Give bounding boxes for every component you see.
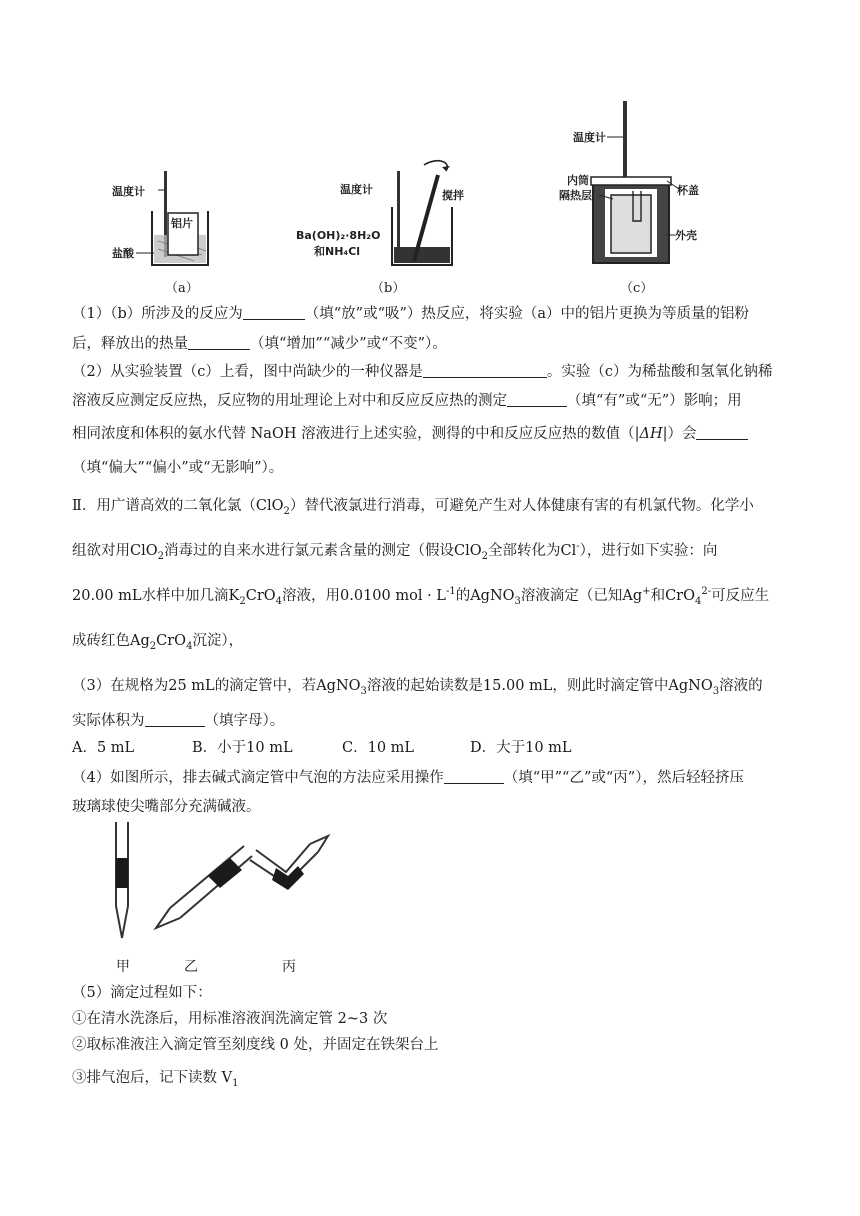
q5-text: ③排气泡后，记下读数 V <box>72 1070 233 1086</box>
q3-option-d[interactable]: D．大于10 mL <box>470 740 572 756</box>
figure-b-beaker-stirring <box>296 155 476 270</box>
q2-blank-3[interactable] <box>696 425 748 440</box>
q5-text: ①在清水洗涤后，用标准溶液润洗滴定管 2~3 次 <box>72 1011 388 1027</box>
subscript: 2 <box>283 505 290 517</box>
figure-c-label-inner: 内筒 <box>567 174 589 187</box>
q1-text: 后，释放出的热量 <box>72 336 188 352</box>
figure-b-label-reagent2: 和NH₄Cl <box>314 245 361 258</box>
q2-line2 <box>72 391 742 411</box>
q3-option-a[interactable]: A．5 mL <box>72 740 135 756</box>
k2cro4-formula: CrO <box>245 588 276 604</box>
q5-text: （5）滴定过程如下： <box>72 985 212 1001</box>
figure-b-caption: （b） <box>371 281 406 296</box>
q2-blank-2[interactable] <box>507 392 567 407</box>
subscript: 4 <box>694 595 702 607</box>
part2-text: 水样中加几滴 <box>141 588 229 604</box>
q3-text: （填字母）。 <box>204 713 285 729</box>
burette-bing <box>250 836 328 890</box>
q2-line4 <box>72 458 283 478</box>
sample-volume: 20.00 mL <box>72 588 142 604</box>
chromate-ion: CrO <box>665 588 695 604</box>
part2-text: 成砖红色 <box>72 633 130 649</box>
subscript: 4 <box>186 640 193 652</box>
q3-text: 溶液的起始读数是 <box>366 678 483 694</box>
figure-b-label-thermometer: 温度计 <box>340 183 373 196</box>
part2-text: 溶液滴定（已知 <box>520 588 623 604</box>
superscript: + <box>642 586 651 598</box>
q2-text: （填“有”或“无”）影响；用 <box>567 393 742 409</box>
clo2-formula: ClO <box>454 543 482 559</box>
burette-caption-bing: 丙 <box>282 959 296 975</box>
subscript: 3 <box>712 685 720 697</box>
figure-c-caption: （c） <box>620 281 654 296</box>
q1-text: （填“放”或“吸”）热反应，将实验（a）中的铝片更换为等质量的铝粉 <box>304 306 750 322</box>
figure-c-label-insulation: 隔热层 <box>559 189 592 202</box>
q2-text: ）会 <box>667 426 697 442</box>
burette-bubble-figures <box>72 822 342 972</box>
agno3-formula: AgNO <box>668 678 713 694</box>
q5-title <box>72 983 212 1003</box>
part2-text: 消毒过的自来水进行氯元素含量的测定（假设 <box>164 543 454 559</box>
figure-c-label-shell: 外壳 <box>675 229 697 242</box>
part2-text: 沉淀）， <box>192 633 244 649</box>
q2-line3 <box>72 424 748 444</box>
subscript: 4 <box>275 595 283 607</box>
q1-line2 <box>72 334 447 354</box>
q3-text: 实际体积为 <box>72 713 145 729</box>
q2-line1 <box>72 362 772 382</box>
superscript: - <box>576 541 580 553</box>
initial-reading: 15.00 mL <box>482 678 553 694</box>
q5-step1 <box>72 1009 387 1029</box>
figure-c-label-thermometer: 温度计 <box>573 131 606 144</box>
q3-line1 <box>72 676 763 696</box>
q4-text: （填“甲”“乙”或“丙”），然后轻轻挤压 <box>503 770 744 786</box>
clo2-formula: ClO <box>255 498 284 514</box>
subscript: 2 <box>239 595 246 607</box>
concentration: 0.0100 mol · L <box>340 588 446 604</box>
q3-line2 <box>72 711 284 731</box>
subscript: 3 <box>514 595 521 607</box>
k2cro4-formula: K <box>228 588 240 604</box>
subscript: 2 <box>149 640 157 652</box>
q2-text: 相同浓度和体积的氨水代替 NaOH 溶液进行上述实验，测得的中和反应反应热的数值（ <box>72 426 635 442</box>
q1-text: （填“增加”“减少”或“不变”）。 <box>250 336 447 352</box>
chloride-formula: Cl <box>560 543 577 559</box>
apparatus-figures <box>0 95 860 300</box>
part2-text: ）替代液氯进行消毒，可避免产生对人体健康有害的有机氯代物。化学小 <box>289 498 754 514</box>
figure-a-caption: （a） <box>165 281 199 296</box>
q1-line1 <box>72 304 749 324</box>
burette-yi <box>156 846 252 928</box>
q1-blank-2[interactable] <box>188 335 250 350</box>
q3-option-b[interactable]: B．小于10 mL <box>192 740 293 756</box>
q3-text: 的滴定管中，若 <box>214 678 317 694</box>
subscript: 3 <box>360 685 367 697</box>
q5-text: ②取标准液注入滴定管至刻度线 0 处，并固定在铁架台上 <box>72 1037 439 1053</box>
q2-text: 。实验（c）为稀盐酸和氢氧化钠稀 <box>546 364 773 380</box>
part2-text: 全部转化为 <box>488 543 561 559</box>
figure-a-label-acid: 盐酸 <box>112 247 134 260</box>
part2-text: 的 <box>455 588 471 604</box>
q4-line2 <box>72 797 261 817</box>
q4-blank[interactable] <box>444 769 504 784</box>
figure-b-label-stir: 搅拌 <box>442 189 464 202</box>
q2-text: （填“偏大”“偏小”或“无影响”）。 <box>72 460 284 476</box>
q3-options <box>72 738 572 758</box>
superscript: -1 <box>445 586 456 598</box>
delta-h-symbol: |ΔH| <box>634 426 668 442</box>
q3-option-c[interactable]: C．10 mL <box>342 740 415 756</box>
q2-text: 溶液反应测定反应热，反应物的用址理论上对中和反应反应热的测定 <box>72 393 507 409</box>
figure-c-label-lid: 杯盖 <box>677 184 699 197</box>
q1-text: （1）（b）所涉及的反应为 <box>72 306 243 322</box>
q1-blank-1[interactable] <box>243 305 305 320</box>
burette-caption-jia: 甲 <box>116 959 130 975</box>
q5-step2 <box>72 1035 438 1055</box>
part2-line2 <box>72 541 717 561</box>
q2-blank-1[interactable] <box>423 363 547 378</box>
ag2cro4-formula: CrO <box>156 633 187 649</box>
figure-c-calorimeter <box>555 95 715 275</box>
agno3-formula: AgNO <box>316 678 361 694</box>
figure-a-label-thermometer: 温度计 <box>112 185 145 198</box>
part2-text: 组欲对用 <box>72 543 130 559</box>
subscript: 2 <box>157 550 164 562</box>
q3-text: （3）在规格为 <box>72 678 169 694</box>
part2-text: ），进行如下实验：向 <box>579 543 718 559</box>
q3-blank[interactable] <box>145 712 205 727</box>
figure-a-label-foil: 铝片 <box>171 217 193 230</box>
q4-line1 <box>72 768 744 788</box>
figure-b-label-reagent1: Ba(OH)₂·8H₂O <box>296 229 381 242</box>
ag2cro4-formula: Ag <box>130 633 150 649</box>
q2-text: （2）从实验装置（c）上看，图中尚缺少的一种仪器是 <box>72 364 423 380</box>
part2-line4 <box>72 631 243 651</box>
part2-text: 溶液，用 <box>282 588 341 604</box>
burette-capacity: 25 mL <box>168 678 215 694</box>
q4-text: （4）如图所示，排去碱式滴定管中气泡的方法应采用操作 <box>72 770 444 786</box>
q5-step3 <box>72 1068 238 1088</box>
subscript: 2 <box>481 550 488 562</box>
q3-text: 溶液的 <box>719 678 763 694</box>
part2-text: 可反应生 <box>711 588 770 604</box>
agno3-formula: AgNO <box>470 588 515 604</box>
burette-caption-yi: 乙 <box>184 959 198 975</box>
figure-a-beaker-aluminum <box>108 165 218 275</box>
q3-text: ，则此时滴定管中 <box>552 678 669 694</box>
part2-text: Ⅱ．用广谱高效的二氧化氯（ <box>72 498 256 514</box>
part2-line3 <box>72 586 769 606</box>
clo2-formula: ClO <box>130 543 158 559</box>
superscript: 2- <box>701 586 712 598</box>
subscript: 1 <box>232 1077 239 1089</box>
burette-jia <box>116 822 128 938</box>
part2-line1 <box>72 496 754 516</box>
part2-text: 和 <box>650 588 666 604</box>
q4-text: 玻璃球使尖嘴部分充满碱液。 <box>72 799 261 815</box>
silver-ion: Ag <box>622 588 643 604</box>
